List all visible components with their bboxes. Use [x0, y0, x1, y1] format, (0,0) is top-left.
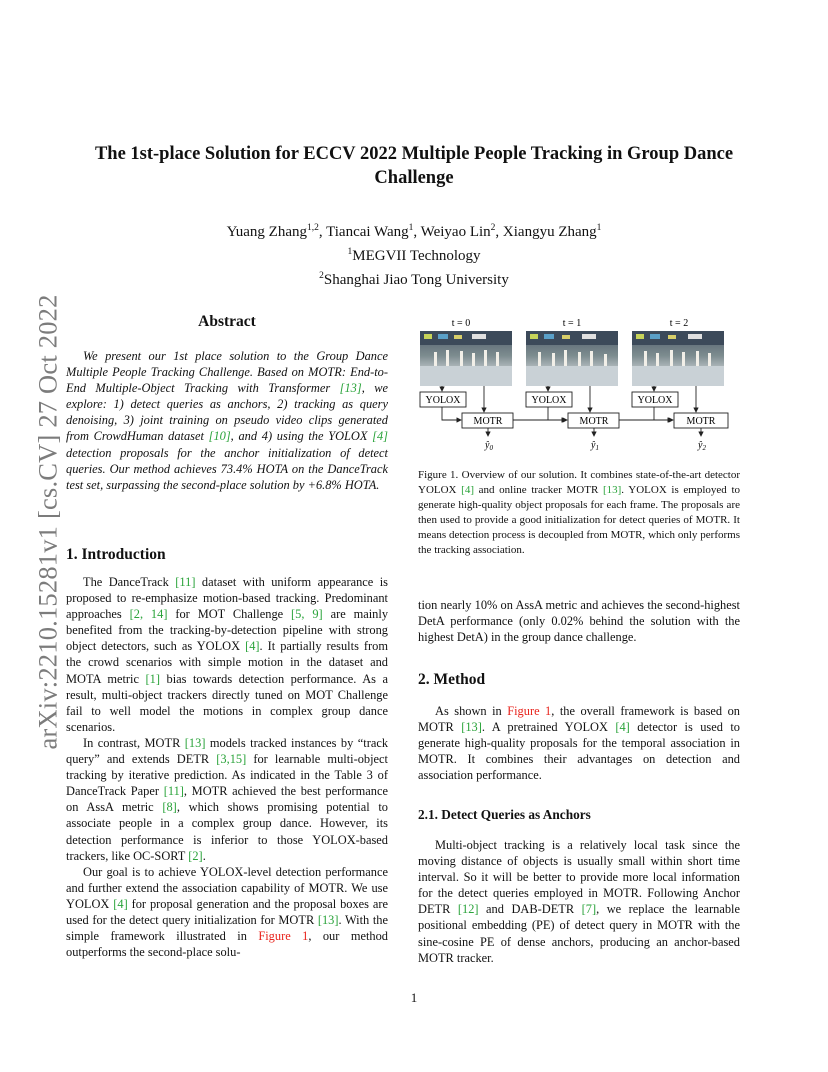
citation-link[interactable]: [12] — [457, 902, 479, 917]
output-label: $ŷ_2$ — [698, 440, 706, 452]
citation-link[interactable]: [13] — [461, 720, 482, 735]
citation-link[interactable]: [10] — [208, 429, 231, 444]
yolox-block — [526, 392, 572, 407]
affiliation: $^1$MEGVII Technology — [347, 247, 481, 264]
abstract-heading: Abstract — [198, 313, 256, 330]
author-name: Tiancai Wang — [326, 224, 409, 240]
figure-caption: Figure 1. Overview of our solution. It combines state-of-the-art detector YOLOX [4] and online tracker MOTR [13]. YOLOX is employed to generate high-quality object proposals for each frame. The proposals are then used to provide a good initialization for detect queries of MOTR. It means detection process is decoupled from MOTR, which only performs the tracking association. — [418, 469, 741, 556]
citation-link[interactable]: [2] — [188, 848, 203, 863]
time-label: t = 2 — [669, 318, 689, 329]
author-name: Xiangyu Zhang — [502, 224, 597, 240]
citation-link[interactable]: [4] — [461, 483, 474, 496]
author-affiliation-mark: 1 — [408, 223, 414, 233]
citation-link[interactable]: [13] — [602, 483, 622, 496]
svg-text:YOLOX: YOLOX — [637, 395, 673, 406]
motr-block — [674, 413, 728, 428]
citation-link[interactable]: [13] — [317, 912, 339, 927]
page-number: 1 — [410, 990, 418, 1005]
citation-link[interactable]: [3,15] — [216, 752, 247, 767]
author-block — [60, 218, 768, 290]
introduction-body — [66, 574, 388, 960]
video-frame-image — [632, 331, 724, 386]
citation-link[interactable]: [5, 9] — [291, 607, 323, 622]
figure-reference-link[interactable]: Figure 1 — [258, 929, 309, 944]
citation-link[interactable]: [7] — [581, 902, 597, 917]
citation-link[interactable]: [1] — [145, 671, 160, 686]
svg-text:MOTR: MOTR — [473, 416, 503, 427]
author-name: Yuang Zhang — [226, 224, 307, 240]
citation-link[interactable]: [4] — [245, 639, 260, 654]
citation-link[interactable]: [4] — [615, 720, 630, 735]
svg-text:MOTR: MOTR — [686, 416, 716, 427]
citation-link[interactable]: [4] — [113, 896, 128, 911]
paragraph: In contrast, MOTR [13] models tracked instances by “track query” and extends DETR [3,15] for learnable multi-object tracking by iterative prediction. As indicated in the Table 3 of DanceTrack Paper [11], MOTR achieved the best performance on AssA metric [8], which shows promising potential to associate people in a complex group dance. However, its detection performance is inferior to those YOLOX-based trackers, like OC-SORT [2]. — [66, 735, 389, 863]
output-label: $ŷ_0$ — [485, 440, 493, 452]
video-frame-image — [420, 331, 512, 386]
output-label: $ŷ_1$ — [591, 440, 599, 452]
author-name: Weiyao Lin — [420, 224, 491, 240]
citation-link[interactable]: [13] — [339, 381, 362, 396]
author-affiliation-mark: 2 — [490, 223, 496, 233]
citation-link[interactable]: [4] — [372, 429, 388, 444]
motr-block — [462, 413, 513, 428]
arxiv-identifier: arXiv:2210.15281v1 [cs.CV] 27 Oct 2022 — [32, 294, 63, 750]
citation-link[interactable]: [11] — [175, 575, 196, 589]
yolox-block — [420, 392, 466, 407]
paper-title: The 1st-place Solution for ECCV 2022 Multiple People Tracking in Group Dance Challenge — [94, 144, 734, 188]
figure-reference-link[interactable]: Figure 1 — [507, 704, 552, 718]
affiliation: $^2$Shanghai Jiao Tong University — [319, 271, 509, 288]
citation-link[interactable]: [2, 14] — [129, 607, 168, 622]
section-heading-method: 2. Method — [418, 671, 486, 688]
time-label: t = 0 — [451, 318, 471, 329]
citation-link[interactable]: [8] — [162, 800, 177, 815]
author-list: Yuang Zhang$^{1,2}$, Tiancai Wang$^1$, Weiyao Lin$^2$, Xiangyu Zhang$^1$ — [226, 223, 602, 240]
section-heading-introduction: 1. Introduction — [66, 546, 166, 563]
figure-1-diagram — [412, 314, 744, 460]
citation-link[interactable]: [11] — [163, 784, 184, 799]
author-affiliation-mark: 1 — [596, 223, 602, 233]
motr-block — [568, 413, 619, 428]
subsection-heading: 2.1. Detect Queries as Anchors — [418, 807, 591, 822]
svg-text:YOLOX: YOLOX — [531, 395, 567, 406]
paragraph-continuation: tion nearly 10% on AssA metric and achieves the second-highest DetA performance (only 0.02% behind the solution with the highest DetA) in the group dance challenge. — [418, 598, 740, 645]
abstract-text: We present our 1st place solution to the Group Dance Multiple People Tracking Challenge. Based on MOTR: End-to-End Multiple-Object Tracking with Transformer [13], we explore: 1) detect queries as anchors, 2) tracking as query denoising, 3) joint training on pseudo video clips generated from CrowdHuman dataset [10], and 4) using the YOLOX [4] detection proposals for the anchor initialization of detect queries. Our method achieves 73.4% HOTA on the DanceTrack test set, surpassing the second-place solution by +6.8% HOTA. — [66, 349, 388, 492]
yolox-block — [632, 392, 678, 407]
paragraph: The DanceTrack [11] dataset with uniform appearance is proposed to re-emphasize motion-based tracking. Predominant approaches [2, 14] for MOT Challenge [5, 9] are mainly benefited from the tracking-by-detection pipeline with strong object detectors, such as YOLOX [4]. It partially results from the crowd scenarios with simple motion in the dataset and MOTA metric [1] bias towards detection performance. As a result, multi-object trackers directly tuned on MOT Challenge fail to well model the motions in complex group dance scenarios. — [66, 575, 389, 734]
paragraph: Our goal is to achieve YOLOX-level detection performance and further extend the association capability of MOTR. We use YOLOX [4] for proposal generation and the proposal boxes are used for the detect query initialization for MOTR [13]. With the simple framework illustrated in Figure 1, our method outperforms the second-place solu- — [66, 864, 388, 960]
svg-text:YOLOX: YOLOX — [425, 395, 461, 406]
method-body: As shown in Figure 1, the overall framework is based on MOTR [13]. A pretrained YOLOX [4] detector is used to generate high-quality proposals for the temporal association in MOTR. It combines their advantages on detection and association performance. — [418, 704, 740, 783]
author-affiliation-mark: 1,2 — [307, 223, 319, 233]
video-frame-image — [526, 331, 618, 386]
svg-text:MOTR: MOTR — [579, 416, 609, 427]
subsection-body: Multi-object tracking is a relatively local task since the moving distance of objects is usually small within short time interval. So it will be better to provide more local information for the detect queries employed in MOTR. Following Anchor DETR [12] and DAB-DETR [7], we replace the learnable positional embedding (PE) of detect query in MOTR with the sine-cosine PE of dense anchors, producing an anchor-based MOTR tracker. — [418, 838, 740, 965]
time-label: t = 1 — [562, 318, 582, 329]
citation-link[interactable]: [13] — [184, 735, 206, 750]
